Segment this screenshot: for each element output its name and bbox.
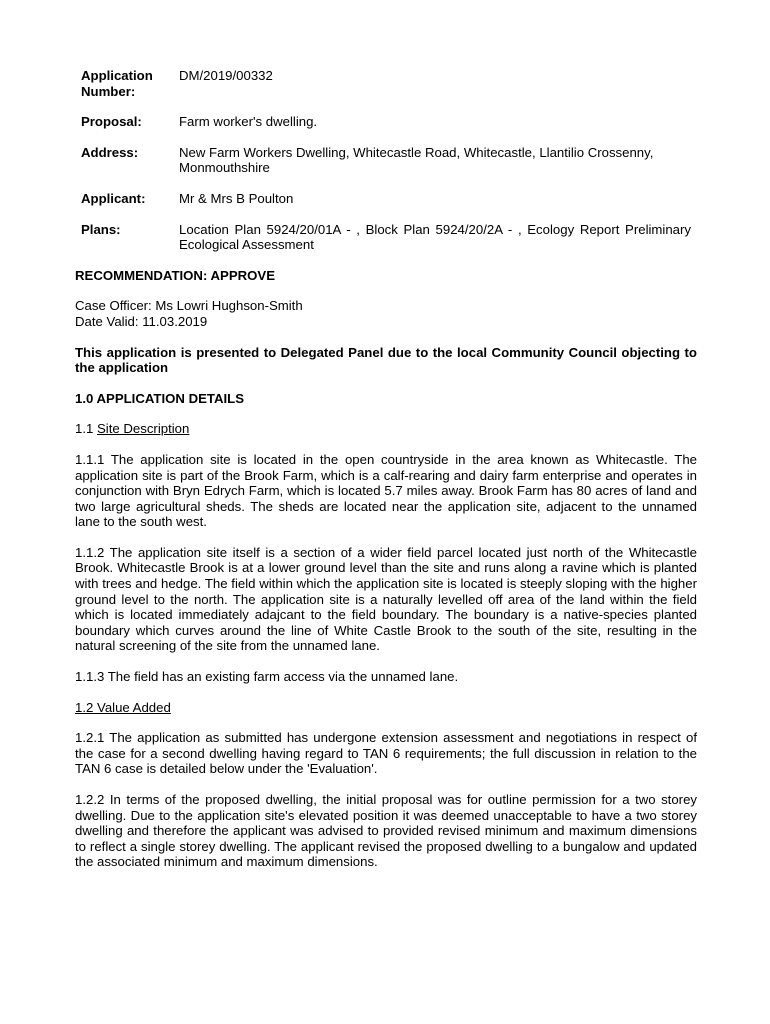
site-description-number: 1.1 — [75, 421, 97, 437]
case-officer: Case Officer: Ms Lowri Hughson-Smith — [75, 298, 303, 314]
applicant-value: Mr & Mrs B Poulton — [179, 190, 294, 206]
address-value: New Farm Workers Dwelling, Whitecastle Road, Whitecastle, Llantilio Crossenny, Monmouthshire — [179, 144, 654, 176]
address-label: Address: — [81, 144, 139, 160]
section-heading: 1.0 APPLICATION DETAILS — [75, 390, 245, 406]
application-details-table — [81, 68, 691, 268]
recommendation: RECOMMENDATION: APPROVE — [75, 267, 276, 283]
panel-note: This application is presented to Delegated Panel due to the local Community Council objecting to the application — [75, 344, 697, 376]
paragraph-1-2-2: 1.2.2 In terms of the proposed dwelling, the initial proposal was for outline permission for a two storey dwelling. Due to the application site's elevated position it was deemed unacceptable to have a two storey dwelling and therefore the applicant was advised to provided revised minimum and maximum dimensions to reflect a single storey dwelling. The applicant revised the proposed dwelling to a bungalow and updated the associated minimum and maximum dimensions. — [75, 792, 697, 870]
paragraph-1-1-3: 1.1.3 The field has an existing farm access via the unnamed lane. — [75, 669, 459, 685]
paragraph-1-1-2: 1.1.2 The application site itself is a section of a wider field parcel located just north of the Whitecastle Brook. Whitecastle Brook is at a lower ground level than the site and runs along a ravine which is planted with trees and hedge. The field within which the application site is located is steeply sloping with the higher ground level to the north. The application site is a naturally levelled off area of the land within the field which is located immediately adajcant to the field boundary. The boundary is a native-species planted boundary which curves around the line of White Castle Brook to the south of the site, resulting in the natural screening of the site from the unnamed lane. — [75, 544, 697, 654]
value-added-heading: 1.2 Value Added — [75, 699, 171, 715]
paragraph-1-2-1: 1.2.1 The application as submitted has undergone extension assessment and negotiations in respect of the case for a second dwelling having regard to TAN 6 requirements; the full discussion in relation to the TAN 6 case is detailed below under the 'Evaluation'. — [75, 730, 697, 777]
proposal-label: Proposal: — [81, 114, 142, 130]
plans-row — [81, 222, 691, 268]
site-description-heading — [75, 421, 697, 437]
plans-label: Plans: — [81, 221, 121, 237]
address-row — [81, 145, 691, 191]
proposal-value: Farm worker's dwelling. — [179, 114, 318, 130]
document-page — [75, 68, 697, 885]
paragraph-1-1-1: 1.1.1 The application site is located in the open countryside in the area known as Whitecastle. The application site is part of the Brook Farm, which is a calf-rearing and dairy farm enterprise and operates in conjunction with Bryn Edrych Farm, which is located 5.7 miles away. Brook Farm has 80 acres of land and two large agricultural sheds. The sheds are located near the application site, adjacent to the unnamed lane to the south west. — [75, 451, 697, 530]
application-number-value: DM/2019/00332 — [179, 68, 273, 83]
date-valid: Date Valid: 11.03.2019 — [75, 313, 208, 329]
case-info — [75, 298, 697, 329]
application-number-label: Application Number: — [81, 68, 153, 99]
plans-value: Location Plan 5924/20/01A - , Block Plan 5924/20/2A - , Ecology Report Preliminary Ecological Assessment — [179, 221, 691, 253]
applicant-label: Applicant: — [81, 190, 146, 206]
proposal-row — [81, 114, 691, 145]
site-description-title: Site Description — [97, 421, 190, 437]
applicant-row — [81, 191, 691, 222]
application-number-row — [81, 68, 691, 114]
